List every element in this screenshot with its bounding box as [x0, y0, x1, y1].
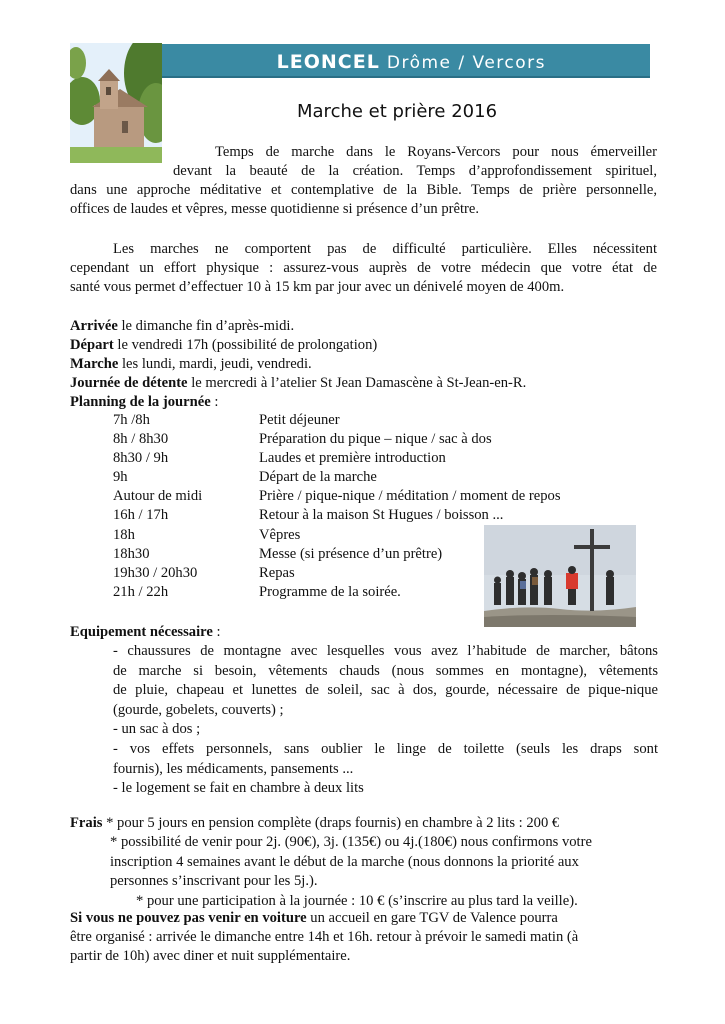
schedule-time: 18h30: [113, 545, 150, 562]
fees-label: Frais: [70, 815, 103, 831]
title-banner: [162, 44, 650, 78]
page-subtitle: Marche et prière 2016: [297, 101, 498, 122]
schedule-time: 18h: [113, 526, 135, 543]
hikers-photo: [484, 525, 636, 627]
train-line: [70, 909, 650, 928]
fees-line: * possibilité de venir pour 2j. (90€), 3j. (135€) ou 4j.(180€) nous confirmons votre: [110, 834, 592, 851]
schedule-activity: Départ de la marche: [259, 469, 377, 486]
info-text: les lundi, mardi, jeudi, vendredi.: [118, 356, 312, 373]
info-label: Arrivée: [70, 318, 118, 334]
intro-line: Les marches ne comportent pas de difficulté particulière. Elles nécessitent: [113, 241, 657, 257]
schedule-time: 8h30 / 9h: [113, 450, 169, 467]
info-label: Départ: [70, 337, 114, 354]
info-lines: [70, 317, 670, 412]
schedule-time: 16h / 17h: [113, 507, 169, 524]
intro-line: offices de laudes et vêpres, messe quotidienne si présence d’un prêtre.: [70, 201, 480, 217]
info-label: Planning de la journée: [70, 394, 211, 411]
schedule-time: 7h /8h: [113, 412, 150, 428]
equipment-heading: [70, 623, 670, 642]
schedule-activity: Vêpres: [259, 526, 301, 543]
schedule-activity: Laudes et première introduction: [259, 450, 446, 467]
equipment-list: [113, 642, 658, 799]
info-text: le dimanche fin d’après-midi.: [117, 318, 295, 334]
fees-line: inscription 4 semaines avant le début de la marche (nous donnons la priorité aux: [110, 853, 579, 870]
equipment-line: de pluie, chapeau et lunettes de soleil, sac à dos, gourde, nécessaire de pique-nique: [113, 682, 658, 699]
schedule-activity: Repas: [259, 564, 295, 581]
info-label: Marche: [70, 356, 119, 373]
equipment-line: - le logement se fait en chambre à deux lits: [113, 780, 364, 797]
train-label: Si vous ne pouvez pas venir en voiture: [70, 910, 307, 926]
equipment-suffix: :: [212, 624, 221, 640]
intro-line: Temps de marche dans le Royans-Vercors pour nous émerveiller: [215, 144, 657, 160]
info-text: le mercredi à l’atelier St Jean Damascène à St-Jean-en-R.: [187, 375, 527, 392]
info-text: le vendredi 17h (possibilité de prolongation): [113, 337, 378, 354]
fees-text: * pour 5 jours en pension complète (draps fournis) en chambre à 2 lits : 200 €: [102, 815, 560, 831]
equipment-line: de marche si besoin, vêtements chauds (nous sommes en montagne), vêtements: [113, 662, 658, 679]
fees-line: personnes s’inscrivant pour les 5j.).: [110, 873, 318, 890]
schedule-activity: Retour à la maison St Hugues / boisson ...: [259, 507, 504, 524]
equipment-line: - un sac à dos ;: [113, 721, 201, 738]
title-bold: LEONCEL: [276, 51, 380, 73]
train-line: être organisé : arrivée le dimanche entre 14h et 16h. retour à prévoir le samedi matin (à: [70, 929, 579, 946]
schedule-time: 8h / 8h30: [113, 431, 169, 448]
equipment-line: - vos effets personnels, sans oublier le linge de toilette (seuls les draps sont: [113, 740, 658, 757]
info-arrival: [70, 317, 670, 336]
info-walk: [70, 355, 670, 374]
schedule-time: 9h: [113, 469, 128, 486]
intro-line: santé vous permet d’effectuer 10 à 15 km par jour avec un dénivelé moyen de 400m.: [70, 279, 565, 295]
intro-paragraph-2: [70, 240, 657, 297]
title-rest: Drôme / Vercors: [386, 53, 546, 73]
banner-title: [277, 51, 546, 73]
fees-line: * pour une participation à la journée : 10 € (s’inscrire au plus tard la veille).: [136, 892, 578, 909]
fees-section: [70, 814, 670, 911]
info-departure: [70, 336, 670, 355]
equipment-label: Equipement nécessaire: [70, 624, 213, 640]
schedule-time: Autour de midi: [113, 488, 203, 505]
train-line: partir de 10h) avec diner et nuit supplémentaire.: [70, 948, 351, 965]
train-text: un accueil en gare TGV de Valence pourra: [306, 910, 558, 926]
schedule-activity: Préparation du pique – nique / sac à dos: [259, 431, 492, 448]
schedule-activity: Programme de la soirée.: [259, 583, 401, 600]
schedule-time: 19h30 / 20h30: [113, 564, 198, 581]
intro-line: devant la beauté de la création. Temps d’approfondissement spirituel,: [173, 163, 657, 179]
info-planning: [70, 393, 670, 412]
equipment-line: - chaussures de montagne avec lesquelles vous avez l’habitude de marcher, bâtons: [113, 643, 658, 659]
equipment-line: fournis), les médicaments, pansements ...: [113, 760, 354, 777]
schedule-time: 21h / 22h: [113, 583, 169, 600]
info-rest-day: [70, 374, 670, 393]
info-text: :: [210, 394, 219, 411]
equipment-line: (gourde, gobelets, couverts) ;: [113, 701, 284, 718]
schedule-activity: Prière / pique-nique / méditation / moment de repos: [259, 488, 561, 505]
fees-line: [70, 814, 670, 833]
info-label: Journée de détente: [70, 375, 188, 392]
train-section: [70, 909, 650, 967]
schedule-activity: Messe (si présence d’un prêtre): [259, 545, 443, 562]
intro-line: dans une approche méditative et contemplative de la Bible. Temps de prière personnelle,: [70, 182, 657, 198]
schedule-activity: Petit déjeuner: [259, 412, 340, 428]
intro-paragraph-1: [70, 143, 657, 219]
intro-line: cependant un effort physique : assurez-vous auprès de votre médecin que votre état de: [70, 260, 657, 276]
